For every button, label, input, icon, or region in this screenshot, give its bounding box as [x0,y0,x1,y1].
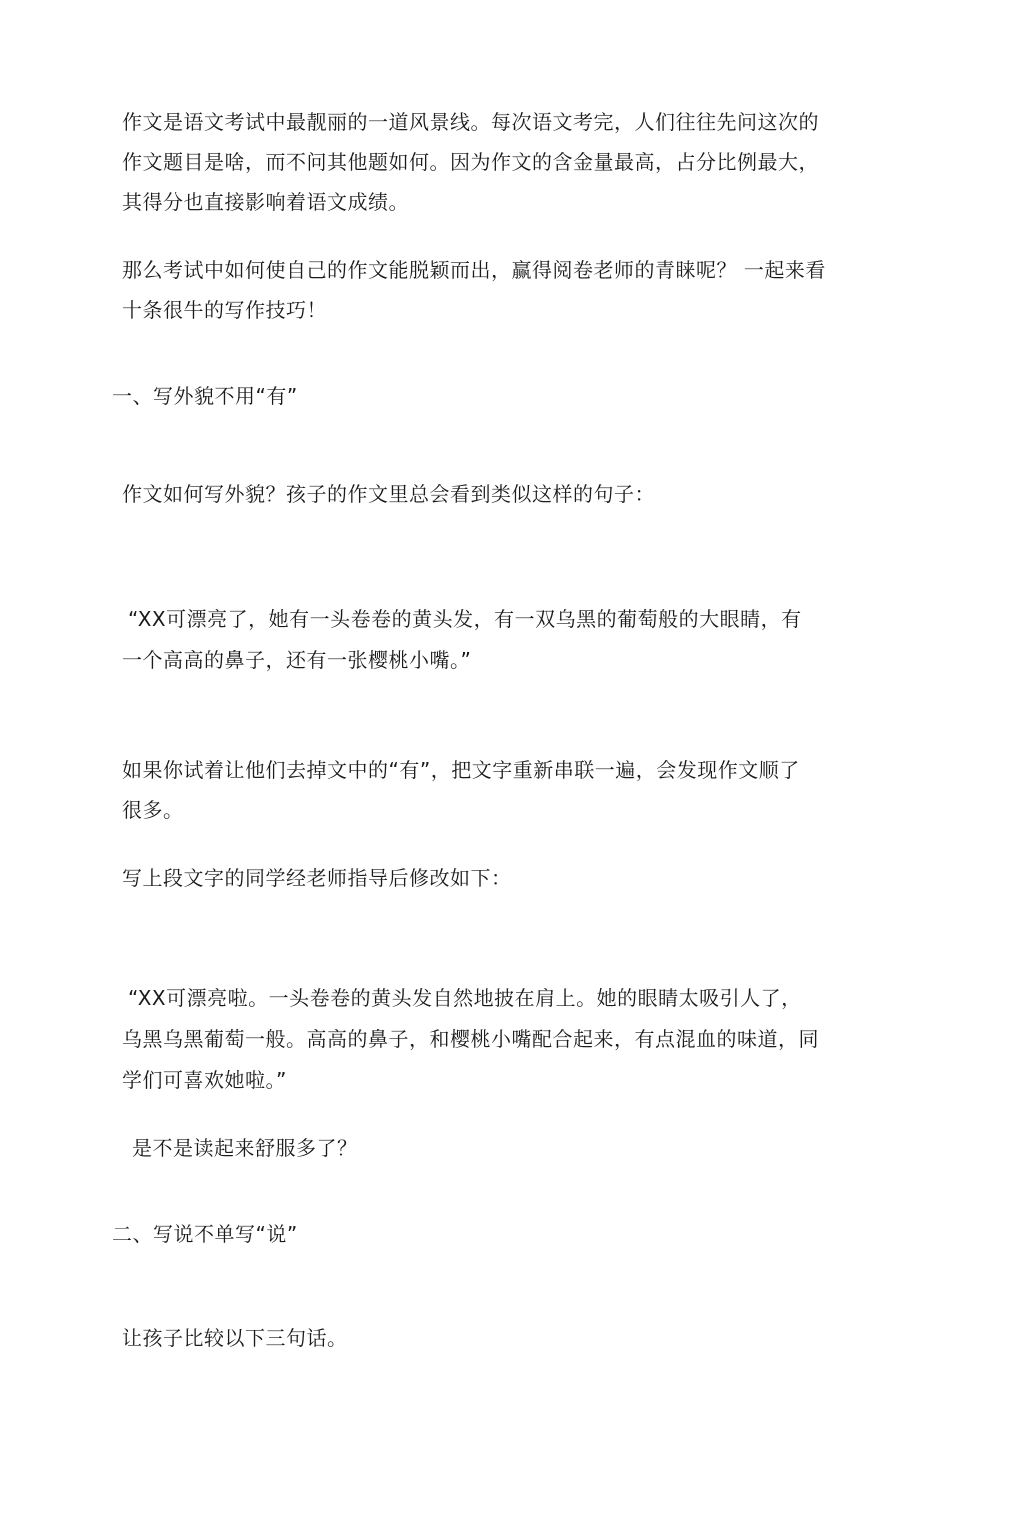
section-2-paragraph-1: 让孩子比较以下三句话。 [122,1326,348,1350]
section-2-heading: 二、写说不单写“说” [112,1222,298,1246]
section-1-paragraph-4: 是不是读起来舒服多了？ [132,1136,358,1160]
intro-paragraph-1-line-1: 作文是语文考试中最靓丽的一道风景线。每次语文考完，人们往往先问这次的 [122,110,819,134]
intro-paragraph-1-line-3: 其得分也直接影响着语文成绩。 [122,190,409,214]
section-1-paragraph-3: 写上段文字的同学经老师指导后修改如下： [122,866,512,890]
section-1-paragraph-2-line-2: 很多。 [122,798,184,822]
section-1-quote-2-line-2: 乌黑乌黑葡萄一般。高高的鼻子，和樱桃小嘴配合起来，有点混血的味道，同 [122,1027,819,1051]
section-1-heading: 一、写外貌不用“有” [112,384,298,408]
section-1-quote-2-line-3: 学们可喜欢她啦。” [122,1068,287,1092]
section-1-paragraph-2-line-1: 如果你试着让他们去掉文中的“有”，把文字重新串联一遍，会发现作文顺了 [122,758,800,782]
intro-paragraph-1-line-2: 作文题目是啥，而不问其他题如何。因为作文的含金量最高，占分比例最大， [122,150,819,174]
section-1-paragraph-1: 作文如何写外貌？孩子的作文里总会看到类似这样的句子： [122,482,655,506]
section-1-quote-2-line-1: “XX可漂亮啦。一头卷卷的黄头发自然地披在肩上。她的眼睛太吸引人了， [128,986,802,1010]
intro-paragraph-2-line-1: 那么考试中如何使自己的作文能脱颖而出，赢得阅卷老师的青睐呢？ 一起来看 [122,258,826,282]
intro-paragraph-2-line-2: 十条很牛的写作技巧！ [122,298,327,322]
section-1-quote-1-line-2: 一个高高的鼻子，还有一张樱桃小嘴。” [122,648,472,672]
section-1-quote-1-line-1: “XX可漂亮了，她有一头卷卷的黄头发，有一双乌黑的葡萄般的大眼睛，有 [128,607,802,631]
